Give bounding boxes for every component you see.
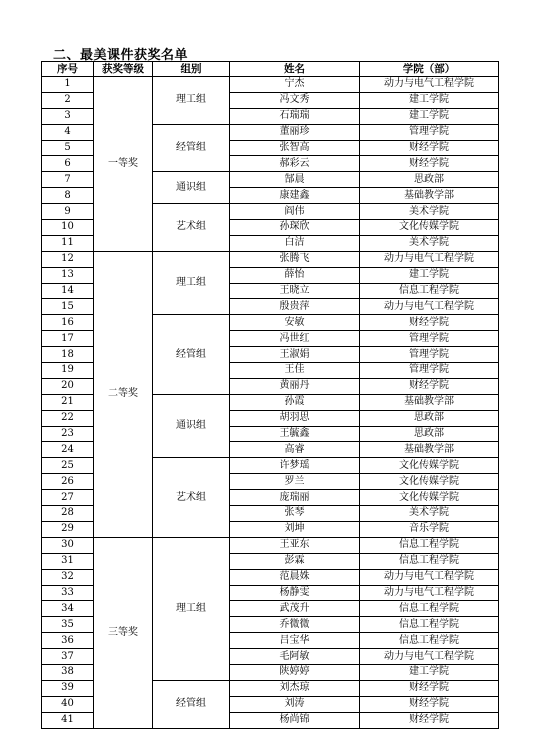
header-college: 学院（部） — [360, 62, 499, 77]
cell-name: 范晨姝 — [230, 569, 360, 585]
cell-index: 39 — [42, 680, 94, 696]
cell-college: 美术学院 — [360, 235, 499, 251]
cell-college: 动力与电气工程学院 — [360, 585, 499, 601]
cell-index: 28 — [42, 506, 94, 522]
cell-group: 经管组 — [153, 680, 230, 728]
cell-name: 胡羽思 — [230, 410, 360, 426]
cell-college: 管理学院 — [360, 347, 499, 363]
cell-college: 财经学院 — [360, 696, 499, 712]
cell-name: 宁杰 — [230, 77, 360, 93]
cell-index: 9 — [42, 204, 94, 220]
cell-college: 基础教学部 — [360, 394, 499, 410]
cell-college: 思政部 — [360, 426, 499, 442]
cell-index: 18 — [42, 347, 94, 363]
cell-college: 动力与电气工程学院 — [360, 251, 499, 267]
header-group: 组别 — [153, 62, 230, 77]
cell-name: 黄丽丹 — [230, 378, 360, 394]
cell-group: 理工组 — [153, 251, 230, 315]
cell-college: 文化传媒学院 — [360, 458, 499, 474]
cell-index: 10 — [42, 220, 94, 236]
cell-college: 财经学院 — [360, 680, 499, 696]
cell-name: 刘坤 — [230, 521, 360, 537]
cell-name: 乔微微 — [230, 617, 360, 633]
cell-index: 26 — [42, 474, 94, 490]
cell-college: 基础教学部 — [360, 442, 499, 458]
cell-college: 动力与电气工程学院 — [360, 299, 499, 315]
cell-level: 三等奖 — [94, 537, 153, 728]
cell-college: 信息工程学院 — [360, 633, 499, 649]
cell-college: 信息工程学院 — [360, 601, 499, 617]
cell-name: 安敏 — [230, 315, 360, 331]
cell-college: 文化传媒学院 — [360, 220, 499, 236]
cell-college: 财经学院 — [360, 378, 499, 394]
cell-name: 许梦瑶 — [230, 458, 360, 474]
cell-name: 杨尚锦 — [230, 712, 360, 728]
award-table — [41, 61, 499, 729]
header-level: 获奖等级 — [94, 62, 153, 77]
cell-index: 35 — [42, 617, 94, 633]
cell-name: 杨静雯 — [230, 585, 360, 601]
cell-index: 17 — [42, 331, 94, 347]
cell-college: 基础教学部 — [360, 188, 499, 204]
cell-index: 19 — [42, 363, 94, 379]
cell-index: 5 — [42, 140, 94, 156]
cell-index: 33 — [42, 585, 94, 601]
cell-group: 通识组 — [153, 172, 230, 204]
cell-name: 罗兰 — [230, 474, 360, 490]
cell-group: 通识组 — [153, 394, 230, 458]
cell-group: 艺术组 — [153, 204, 230, 252]
cell-college: 财经学院 — [360, 140, 499, 156]
cell-index: 12 — [42, 251, 94, 267]
cell-college: 动力与电气工程学院 — [360, 649, 499, 665]
cell-name: 张智高 — [230, 140, 360, 156]
cell-college: 管理学院 — [360, 124, 499, 140]
cell-name: 王淑娟 — [230, 347, 360, 363]
cell-college: 音乐学院 — [360, 521, 499, 537]
cell-group: 理工组 — [153, 77, 230, 125]
cell-index: 25 — [42, 458, 94, 474]
cell-college: 信息工程学院 — [360, 553, 499, 569]
cell-college: 思政部 — [360, 410, 499, 426]
cell-index: 4 — [42, 124, 94, 140]
cell-group: 艺术组 — [153, 458, 230, 537]
cell-name: 陕婷婷 — [230, 664, 360, 680]
page-title: 二、最美课件获奖名单 — [53, 48, 189, 63]
cell-group: 经管组 — [153, 315, 230, 394]
cell-index: 37 — [42, 649, 94, 665]
cell-group: 理工组 — [153, 537, 230, 680]
cell-name: 孙霞 — [230, 394, 360, 410]
cell-name: 郝彩云 — [230, 156, 360, 172]
cell-name: 殷贵萍 — [230, 299, 360, 315]
cell-index: 31 — [42, 553, 94, 569]
cell-college: 动力与电气工程学院 — [360, 569, 499, 585]
cell-college: 管理学院 — [360, 331, 499, 347]
cell-index: 32 — [42, 569, 94, 585]
cell-name: 冯世红 — [230, 331, 360, 347]
cell-name: 王亚东 — [230, 537, 360, 553]
cell-level: 一等奖 — [94, 77, 153, 252]
table-row — [42, 77, 499, 93]
cell-name: 刘杰琼 — [230, 680, 360, 696]
header-index: 序号 — [42, 62, 94, 77]
cell-index: 1 — [42, 77, 94, 93]
table-body — [42, 77, 499, 729]
cell-index: 15 — [42, 299, 94, 315]
cell-index: 29 — [42, 521, 94, 537]
cell-name: 武茂升 — [230, 601, 360, 617]
cell-index: 22 — [42, 410, 94, 426]
cell-name: 毛阿敏 — [230, 649, 360, 665]
cell-index: 38 — [42, 664, 94, 680]
cell-name: 庞瑞丽 — [230, 490, 360, 506]
cell-index: 14 — [42, 283, 94, 299]
cell-college: 建工学院 — [360, 92, 499, 108]
cell-name: 阎伟 — [230, 204, 360, 220]
cell-college: 财经学院 — [360, 315, 499, 331]
cell-college: 美术学院 — [360, 204, 499, 220]
cell-college: 建工学院 — [360, 664, 499, 680]
cell-name: 王佳 — [230, 363, 360, 379]
cell-name: 王晓立 — [230, 283, 360, 299]
cell-name: 白洁 — [230, 235, 360, 251]
cell-name: 孙琛欣 — [230, 220, 360, 236]
cell-index: 40 — [42, 696, 94, 712]
cell-college: 财经学院 — [360, 156, 499, 172]
cell-index: 6 — [42, 156, 94, 172]
cell-college: 建工学院 — [360, 267, 499, 283]
cell-name: 张腾飞 — [230, 251, 360, 267]
table-row — [42, 537, 499, 553]
cell-index: 3 — [42, 108, 94, 124]
cell-college: 管理学院 — [360, 363, 499, 379]
table-header-row — [42, 62, 499, 77]
cell-name: 张琴 — [230, 506, 360, 522]
cell-college: 思政部 — [360, 172, 499, 188]
cell-name: 冯文秀 — [230, 92, 360, 108]
cell-college: 动力与电气工程学院 — [360, 77, 499, 93]
cell-index: 27 — [42, 490, 94, 506]
cell-college: 信息工程学院 — [360, 617, 499, 633]
cell-college: 信息工程学院 — [360, 283, 499, 299]
cell-name: 彭霖 — [230, 553, 360, 569]
cell-index: 30 — [42, 537, 94, 553]
cell-name: 刘涛 — [230, 696, 360, 712]
cell-name: 薛怡 — [230, 267, 360, 283]
cell-index: 16 — [42, 315, 94, 331]
cell-index: 20 — [42, 378, 94, 394]
cell-college: 信息工程学院 — [360, 537, 499, 553]
cell-index: 8 — [42, 188, 94, 204]
cell-index: 13 — [42, 267, 94, 283]
cell-college: 文化传媒学院 — [360, 474, 499, 490]
cell-college: 建工学院 — [360, 108, 499, 124]
cell-index: 34 — [42, 601, 94, 617]
cell-name: 王毓鑫 — [230, 426, 360, 442]
cell-index: 7 — [42, 172, 94, 188]
cell-level: 二等奖 — [94, 251, 153, 537]
cell-college: 文化传媒学院 — [360, 490, 499, 506]
cell-index: 36 — [42, 633, 94, 649]
cell-name: 高睿 — [230, 442, 360, 458]
cell-group: 经管组 — [153, 124, 230, 172]
cell-index: 11 — [42, 235, 94, 251]
cell-name: 康建鑫 — [230, 188, 360, 204]
cell-name: 董丽珍 — [230, 124, 360, 140]
cell-college: 美术学院 — [360, 506, 499, 522]
cell-name: 石瑞瑞 — [230, 108, 360, 124]
cell-index: 21 — [42, 394, 94, 410]
cell-name: 吕宝华 — [230, 633, 360, 649]
cell-college: 财经学院 — [360, 712, 499, 728]
cell-index: 2 — [42, 92, 94, 108]
cell-index: 24 — [42, 442, 94, 458]
cell-index: 41 — [42, 712, 94, 728]
table-row — [42, 251, 499, 267]
cell-index: 23 — [42, 426, 94, 442]
header-name: 姓名 — [230, 62, 360, 77]
cell-name: 郜晨 — [230, 172, 360, 188]
